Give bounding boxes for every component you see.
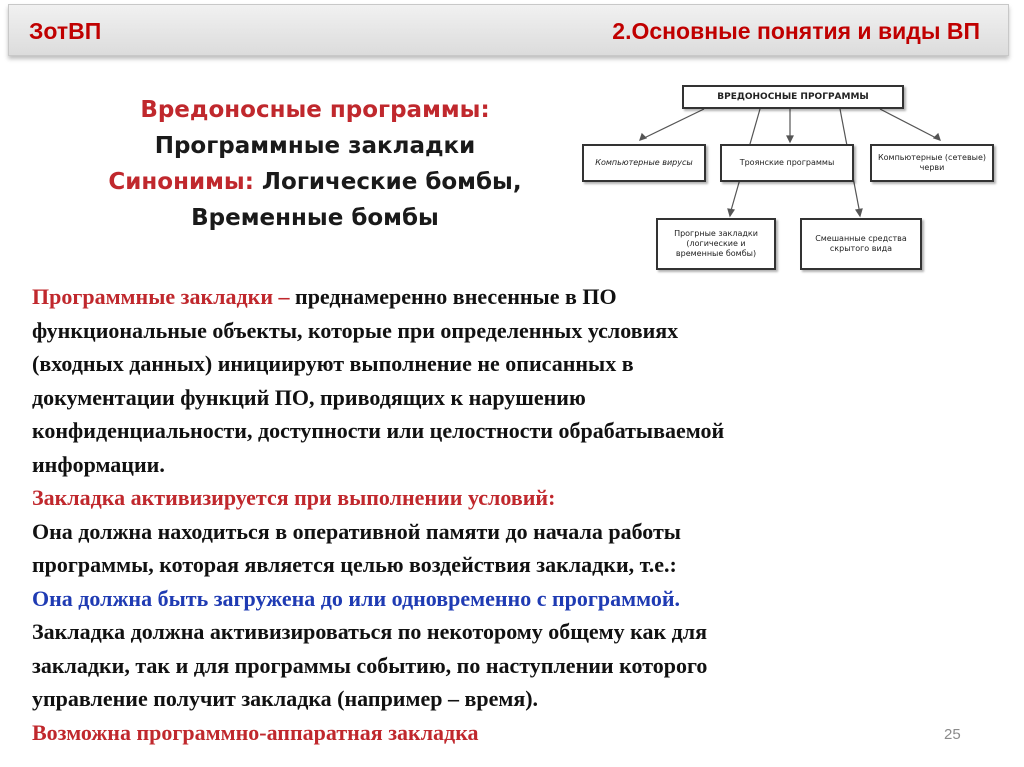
diagram-node-bombs: Прогрные закладки (логические и временные бомбы) [656,218,776,270]
body-line-1 [32,280,992,314]
page-number: 25 [944,726,961,743]
body-text [32,280,992,749]
diagram-node-viruses: Компьютерные вирусы [582,144,706,182]
body-line-14: Возможна программно-аппаратная закладка [32,719,479,745]
body-line-3: (входных данных) инициируют выполнение не описанных в [32,351,634,376]
arrow-worms [934,134,940,140]
arrow-viruses [640,134,646,140]
header-right-title: 2.Основные понятия и виды ВП [612,18,980,44]
body-line-11: Закладка должна активизироваться по некоторому общему как для [32,619,707,644]
body-line-8: Она должна находиться в оперативной памяти до начала работы [32,518,681,544]
arrow-mixed [856,209,862,216]
diagram-node-trojans: Троянские программы [720,144,854,182]
diagram-root: ВРЕДОНОСНЫЕ ПРОГРАММЫ [682,85,904,109]
body-line-4: документации функций ПО, приводящих к нарушению [32,384,586,410]
title-line-3 [60,164,570,200]
body-line-7: Закладка активизируется при выполнении условий: [32,485,556,510]
title-line-2: Программные закладки [154,133,476,159]
diagram-node-worms: Компьютерные (сетевые) черви [870,144,994,182]
body-line-2: функциональные объекты, которые при определенных условиях [32,317,679,343]
arrow-bombs [728,209,734,216]
malware-diagram [580,82,1000,274]
connector-viruses [640,109,704,140]
synonyms-text: Логические бомбы, [253,169,522,195]
title-line-4: Временные бомбы [191,205,439,231]
body-line-10: Она должна быть загружена до или одновременно с программой. [32,585,680,611]
diagram-node-mixed: Смешанные средства скрытого вида [800,218,922,270]
connector-worms [880,109,940,140]
body-line-13: управление получит закладка (например – время). [32,686,539,711]
body-line-9: программы, которая является целью воздействия закладки, т.е.: [32,552,677,577]
body-line-6: информации. [32,451,165,477]
header-bar [8,4,1009,56]
body-line-12: закладки, так и для программы событию, по наступлении которого [32,652,708,678]
body-line-5: конфиденциальности, доступности или целостности обрабатываемой [32,418,725,443]
arrow-trojans [787,136,793,142]
definition-term: Программные закладки – [32,284,290,309]
synonyms-label: Синонимы: [108,169,254,195]
title-block [60,92,570,236]
definition-start: преднамеренно внесенные в ПО [289,284,617,309]
header-left-title: ЗотВП [29,18,102,44]
title-line-1: Вредоносные программы: [140,97,490,123]
